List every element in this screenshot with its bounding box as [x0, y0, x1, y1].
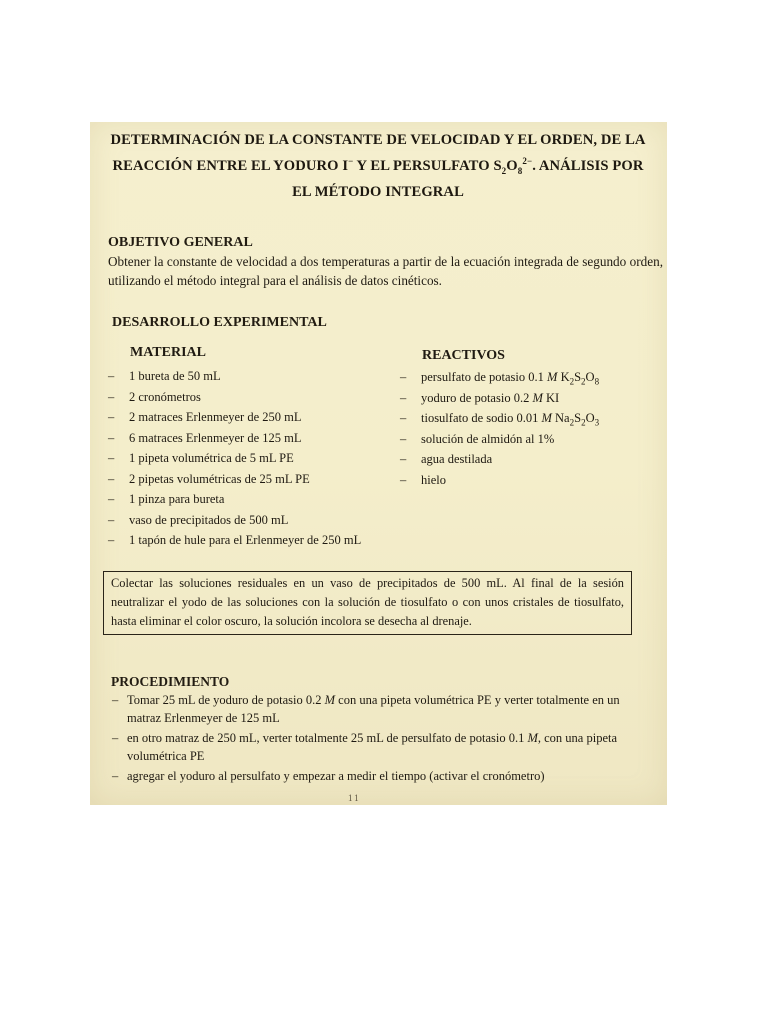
formula-text: K: [557, 370, 570, 384]
material-text: 2 matraces Erlenmeyer de 250 mL: [129, 410, 302, 424]
objective-text: Obtener la constante de velocidad a dos temperaturas a partir de la ecuación integrada de segundo orden, utilizando el método integral para el análisis de datos cinéticos.: [108, 254, 663, 288]
formula-subscript: 2: [581, 417, 586, 428]
material-item: [106, 366, 406, 387]
dash-bullet: –: [108, 389, 115, 404]
material-text: 1 pinza para bureta: [129, 492, 225, 506]
formula-text: S: [574, 370, 582, 384]
step-text: Tomar 25 mL de yoduro de potasio 0.2: [127, 693, 325, 707]
scanned-page: [90, 122, 667, 805]
dash-bullet: –: [108, 451, 115, 465]
formula-text: O: [585, 411, 595, 425]
dash-bullet: –: [112, 731, 119, 745]
material-text: 2 pipetas volumétricas de 25 mL PE: [129, 471, 310, 486]
formula-text: O: [585, 370, 595, 384]
material-text: 1 pipeta volumétrica de 5 mL PE: [129, 451, 294, 465]
material-item: [106, 489, 406, 510]
molar-unit: M: [547, 370, 558, 384]
reagent-item-thiosulfate: [398, 408, 668, 429]
material-text: 1 bureta de 50 mL: [129, 369, 221, 383]
dash-bullet: –: [108, 410, 115, 424]
material-item: [106, 387, 406, 408]
objective-heading: OBJETIVO GENERAL: [108, 235, 253, 250]
reagent-text: solución de almidón al 1%: [421, 431, 555, 446]
iodide-charge: −: [348, 156, 354, 166]
procedure-heading: PROCEDIMIENTO: [111, 674, 230, 689]
reagent-text: yoduro de potasio 0.2: [421, 390, 533, 405]
material-item: [106, 448, 406, 469]
title-oxygen: O: [506, 157, 518, 174]
dash-bullet: –: [108, 430, 115, 445]
material-list: [106, 366, 406, 551]
dash-bullet: –: [400, 472, 407, 487]
procedure-step: [111, 691, 651, 727]
dash-bullet: –: [400, 431, 407, 446]
procedure-step: [111, 767, 651, 785]
page-number: 11: [348, 793, 361, 803]
material-item: [106, 510, 406, 531]
step-text: agregar el yoduro al persulfato y empezar a medir el tiempo (activar el cronómetro): [127, 769, 545, 783]
persulfate-charge: 2−: [522, 156, 533, 166]
reagents-list: [398, 367, 668, 490]
reagent-item-water: [398, 449, 668, 470]
dash-bullet: –: [112, 769, 119, 783]
reagents-heading: REACTIVOS: [422, 348, 505, 363]
material-text: vaso de precipitados de 500 mL: [129, 512, 289, 527]
molar-unit: M: [532, 390, 543, 405]
dash-bullet: –: [108, 471, 115, 486]
reagent-item-persulfate: [398, 367, 668, 388]
material-item: [106, 407, 406, 428]
step-text: con una pipeta volumétrica PE y verter totalmente en un matraz Erlenmeyer de 125 mL: [127, 693, 620, 725]
material-item: [106, 530, 406, 551]
reagent-item-starch: [398, 429, 668, 450]
material-text: 6 matraces Erlenmeyer de 125 mL: [129, 430, 302, 445]
formula-subscript: 2: [581, 376, 586, 387]
molar-unit: M: [541, 411, 552, 425]
material-text: 2 cronómetros: [129, 389, 201, 404]
molar-unit: M: [324, 693, 336, 707]
formula-subscript: 2: [569, 417, 575, 428]
reagent-text: persulfato de potasio 0.1: [421, 370, 548, 384]
material-item: [106, 428, 406, 449]
dash-bullet: –: [112, 693, 119, 707]
reagent-item-ice: [398, 470, 668, 491]
formula-subscript: 3: [594, 417, 600, 428]
formula-text: KI: [542, 390, 560, 405]
formula-subscript: 8: [594, 376, 600, 387]
document-title: [108, 130, 648, 203]
reagent-text: tiosulfato de sodio 0.01: [421, 411, 542, 425]
title-subscript: 2: [501, 165, 507, 176]
dash-bullet: –: [400, 452, 407, 466]
formula-text: S: [574, 411, 582, 425]
step-text: en otro matraz de 250 mL, verter totalmente 25 mL de persulfato de potasio 0.1: [127, 731, 528, 745]
dash-bullet: –: [400, 390, 407, 405]
reagent-item-iodide: [398, 388, 668, 409]
procedure-step: [111, 729, 651, 765]
dash-bullet: –: [108, 512, 115, 527]
formula-subscript: 2: [569, 376, 575, 387]
reagent-text: hielo: [421, 472, 446, 487]
reagent-text: agua destilada: [421, 452, 493, 466]
step-text: , con una pipeta volumétrica PE: [127, 731, 618, 763]
experimental-heading: DESARROLLO EXPERIMENTAL: [112, 315, 327, 330]
dash-bullet: –: [108, 533, 115, 547]
title-text-2: Y EL PERSULFATO S: [353, 157, 502, 174]
dash-bullet: –: [108, 369, 115, 383]
dash-bullet: –: [400, 370, 407, 384]
procedure-list: [111, 691, 651, 787]
dash-bullet: –: [108, 492, 115, 506]
formula-text: Na: [551, 411, 570, 425]
title-subscript: 8: [517, 165, 523, 176]
molar-unit: M: [527, 731, 538, 745]
material-text: 1 tapón de hule para el Erlenmeyer de 250 mL: [129, 533, 362, 547]
material-item: [106, 469, 406, 490]
waste-disposal-notice: Colectar las soluciones residuales en un vaso de precipitados de 500 mL. Al final de la sesión neutralizar el yodo de las soluciones con la solución de tiosulfato o con unos cristales de tiosulfato, hasta eliminar el color oscuro, la solución incolora se desecha al drenaje.: [103, 571, 632, 635]
dash-bullet: –: [400, 411, 407, 425]
title-text-1: DETERMINACIÓN DE LA CONSTANTE DE VELOCIDAD Y EL ORDEN, DE LA REACCIÓN ENTRE EL YODURO I: [110, 132, 646, 174]
material-heading: MATERIAL: [130, 345, 206, 360]
title-text-3: . ANÁLISIS POR EL MÉTODO INTEGRAL: [292, 157, 644, 200]
